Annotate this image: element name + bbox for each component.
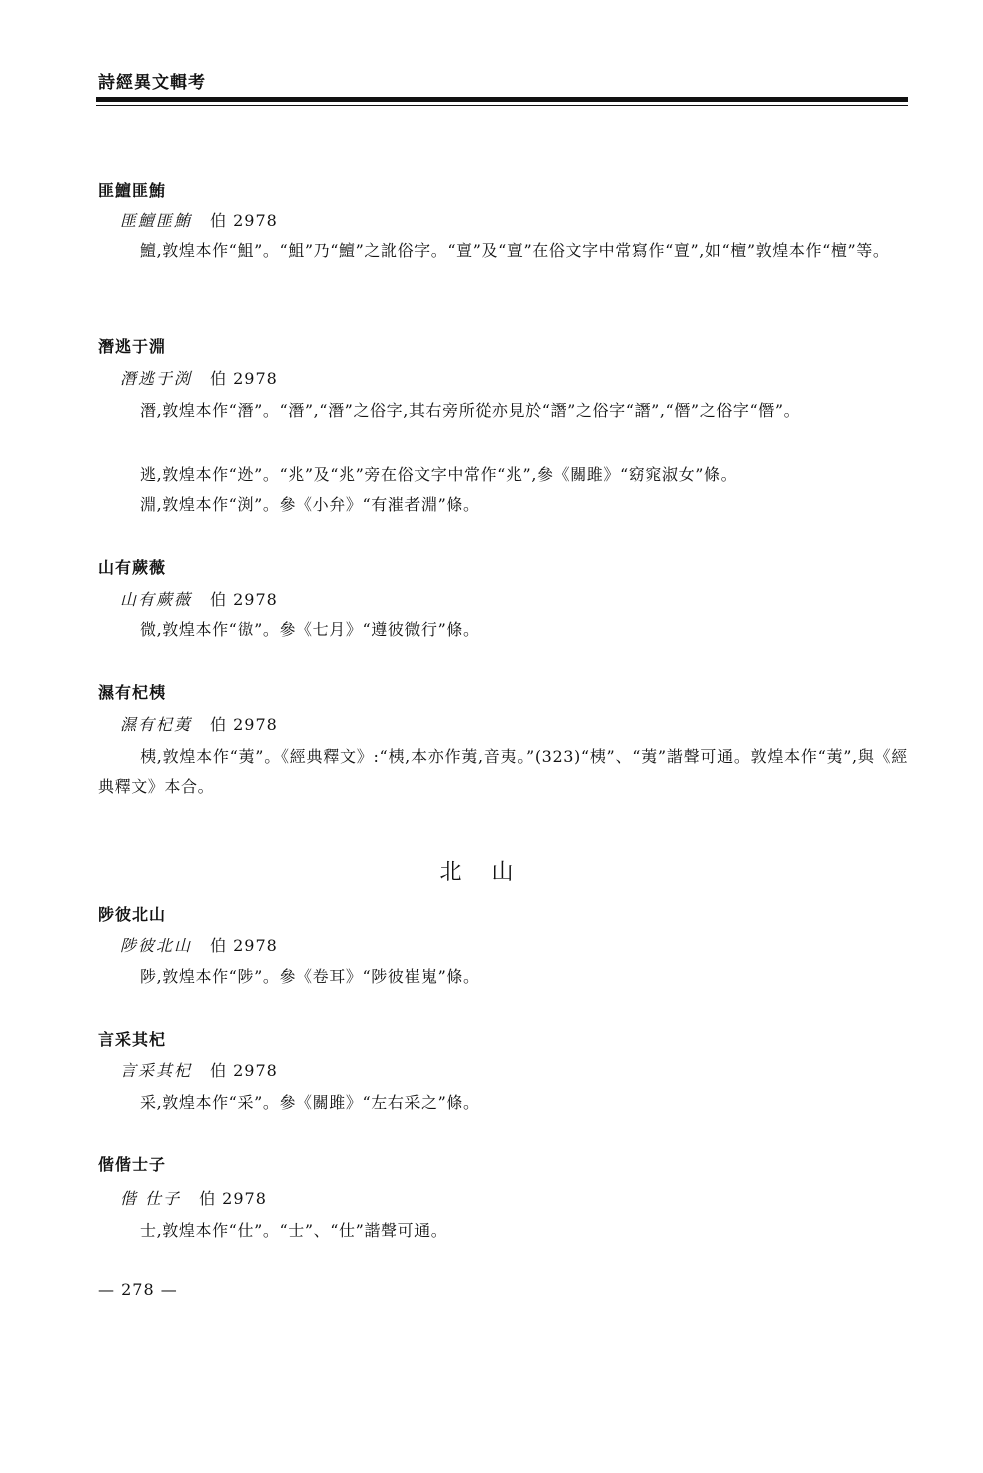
commentary-paragraph: 潛,敦煌本作“潛”。“潛”,“潛”之俗字,其右旁所從亦見於“譖”之俗字“譖”,“僭”之俗字“僭”。	[140, 401, 801, 420]
commentary-paragraph: 微,敦煌本作“𢕟”。參《七月》“遵彼微行”條。	[140, 620, 480, 639]
manuscript-line	[120, 587, 278, 610]
manuscript-ref: 伯 2978	[210, 936, 278, 955]
entry-title: 偕偕士子	[98, 1155, 167, 1174]
entry-title: 言采其杞	[98, 1030, 167, 1049]
manuscript-text: 匪鱣匪鮪	[120, 211, 193, 230]
manuscript-ref: 伯 2978	[210, 211, 278, 230]
manuscript-text: 潛逃于渕	[120, 369, 193, 388]
manuscript-ref: 伯 2978	[210, 1061, 278, 1080]
manuscript-ref: 伯 2978	[210, 590, 278, 609]
commentary-paragraph: 采,敦煌本作“采”。參《關雎》“左右采之”條。	[140, 1093, 480, 1112]
commentary-paragraph: 桋,敦煌本作“荑”。《經典釋文》:“桋,本亦作荑,音夷。”(323)“桋”、“荑”諧聲可通。敦煌本作“荑”,與《經典釋文》本合。	[98, 747, 908, 796]
commentary-paragraph: 鱣,敦煌本作“䱉”。“䱉”乃“鱣”之訛俗字。“亶”及“亶”在俗文字中常寫作“亶”,如“檀”敦煌本作“檀”等。	[140, 241, 890, 260]
manuscript-ref: 伯 2978	[210, 369, 278, 388]
section-heading: 北山	[439, 860, 544, 885]
running-head: 詩經異文輯考	[98, 73, 206, 93]
commentary-paragraph: 逃,敦煌本作“迯”。“兆”及“兆”旁在俗文字中常作“兆”,參《關雎》“窈窕淑女”條。	[140, 465, 738, 484]
entry-title: 濕有杞桋	[98, 683, 167, 702]
manuscript-text: 山有蕨薇	[120, 590, 193, 609]
manuscript-line	[120, 1186, 267, 1209]
entry-title: 潛逃于淵	[98, 337, 167, 356]
manuscript-text: 言采其杞	[120, 1061, 193, 1080]
manuscript-text: 濕有杞荑	[120, 715, 193, 734]
commentary-paragraph: 陟,敦煌本作“陟”。參《卷耳》“陟彼崔嵬”條。	[140, 967, 480, 986]
manuscript-line	[120, 933, 278, 956]
manuscript-ref: 伯 2978	[210, 715, 278, 734]
entry-title: 陟彼北山	[98, 905, 167, 924]
manuscript-line	[120, 208, 278, 231]
manuscript-line	[120, 712, 278, 735]
entry-title: 匪鱣匪鮪	[98, 181, 167, 200]
manuscript-line	[120, 1058, 278, 1081]
manuscript-text: 偕 仕子	[120, 1189, 182, 1208]
manuscript-ref: 伯 2978	[199, 1189, 267, 1208]
header-rule-thick	[96, 97, 908, 102]
manuscript-text: 陟彼北山	[120, 936, 193, 955]
commentary-paragraph: 士,敦煌本作“仕”。“士”、“仕”諧聲可通。	[140, 1221, 448, 1240]
header-rule-thin	[96, 105, 908, 106]
entry-title: 山有蕨薇	[98, 558, 167, 577]
commentary-paragraph: 淵,敦煌本作“渕”。參《小弁》“有漼者淵”條。	[140, 495, 480, 514]
manuscript-line	[120, 366, 278, 389]
page-number: — 278 —	[98, 1280, 178, 1299]
